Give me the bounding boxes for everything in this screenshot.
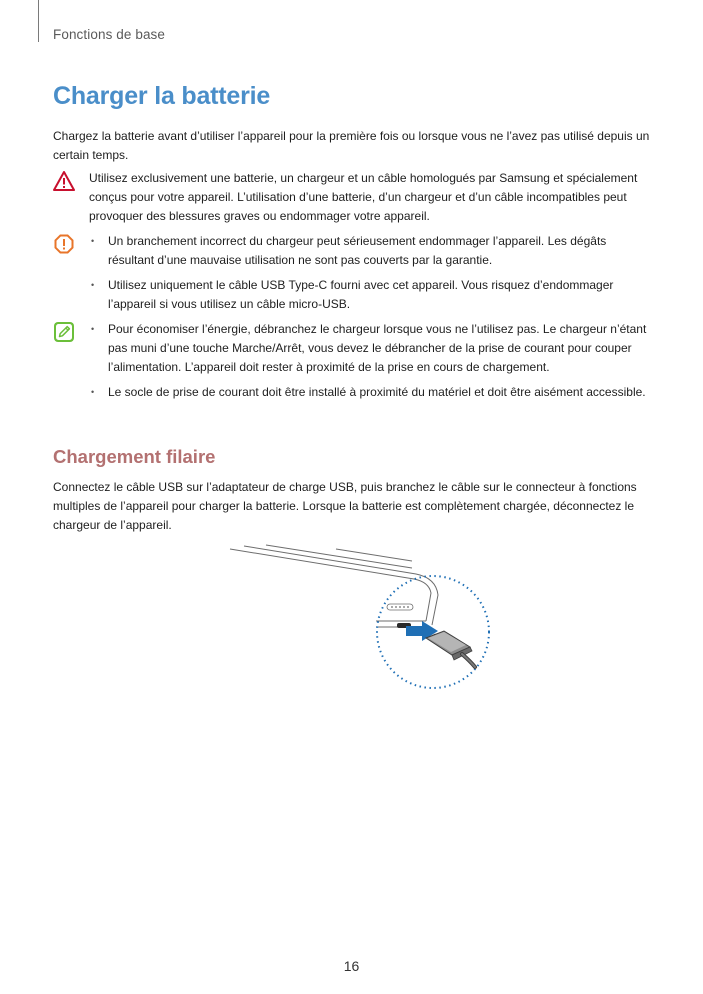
page-edge-rule bbox=[38, 0, 39, 42]
tips-list bbox=[53, 320, 653, 402]
note-pencil-icon bbox=[53, 321, 75, 343]
section-title: Chargement filaire bbox=[53, 446, 216, 467]
list-item: • Un branchement incorrect du chargeur peut sérieusement endommager l’appareil. Les dégâts résultant d’une mauvaise utilisation ne sont pas couverts par la garantie. bbox=[89, 232, 653, 270]
list-item: • Pour économiser l’énergie, débranchez le chargeur lorsque vous ne l’utilisez pas. Le chargeur n’étant pas muni d’une touche Marche/Arrêt, vous devez le débrancher de la prise de courant pour couper l’alimentation. L’appareil doit rester à proximité de la prise en cours de chargement. bbox=[89, 320, 653, 377]
usb-c-plug bbox=[426, 631, 475, 667]
list-item: • Utilisez uniquement le câble USB Type-C fourni avec cet appareil. Vous risquez d’endommager l’appareil si vous utilisez un câble micro-USB. bbox=[89, 276, 653, 314]
device-outline bbox=[230, 545, 438, 627]
section-paragraph: Connectez le câble USB sur l’adaptateur de charge USB, puis branchez le câble sur le connecteur à fonctions multiples de l’appareil pour charger la batterie. Lorsque la batterie est complètement chargée, déconnectez le chargeur de l’appareil. bbox=[53, 480, 637, 532]
running-header: Fonctions de base bbox=[53, 27, 166, 42]
warning-note bbox=[53, 169, 653, 226]
intro-paragraph: Chargez la batterie avant d’utiliser l’appareil pour la première fois ou lorsque vous ne l’avez pas utilisé depuis un certain temps. bbox=[53, 129, 650, 162]
usb-c-charging-illustration bbox=[226, 543, 496, 695]
caution-exclamation-icon bbox=[53, 233, 75, 255]
caution-list bbox=[53, 232, 653, 314]
warning-triangle-icon bbox=[53, 170, 75, 192]
page-title: Charger la batterie bbox=[53, 82, 271, 110]
caution-note bbox=[53, 232, 653, 320]
page-number: 16 bbox=[343, 958, 360, 974]
speaker-holes bbox=[391, 606, 409, 608]
list-item: • Le socle de prise de courant doit être installé à proximité du matériel et doit être aisément accessible. bbox=[89, 383, 653, 402]
tips-note bbox=[53, 320, 653, 408]
warning-text: Utilisez exclusivement une batterie, un chargeur et un câble homologués par Samsung et spécialement conçus pour votre appareil. L’utilisation d’une batterie, d’un chargeur et d’un câble incompatibles peut provoquer des blessures graves ou endommager votre appareil. bbox=[89, 171, 638, 223]
